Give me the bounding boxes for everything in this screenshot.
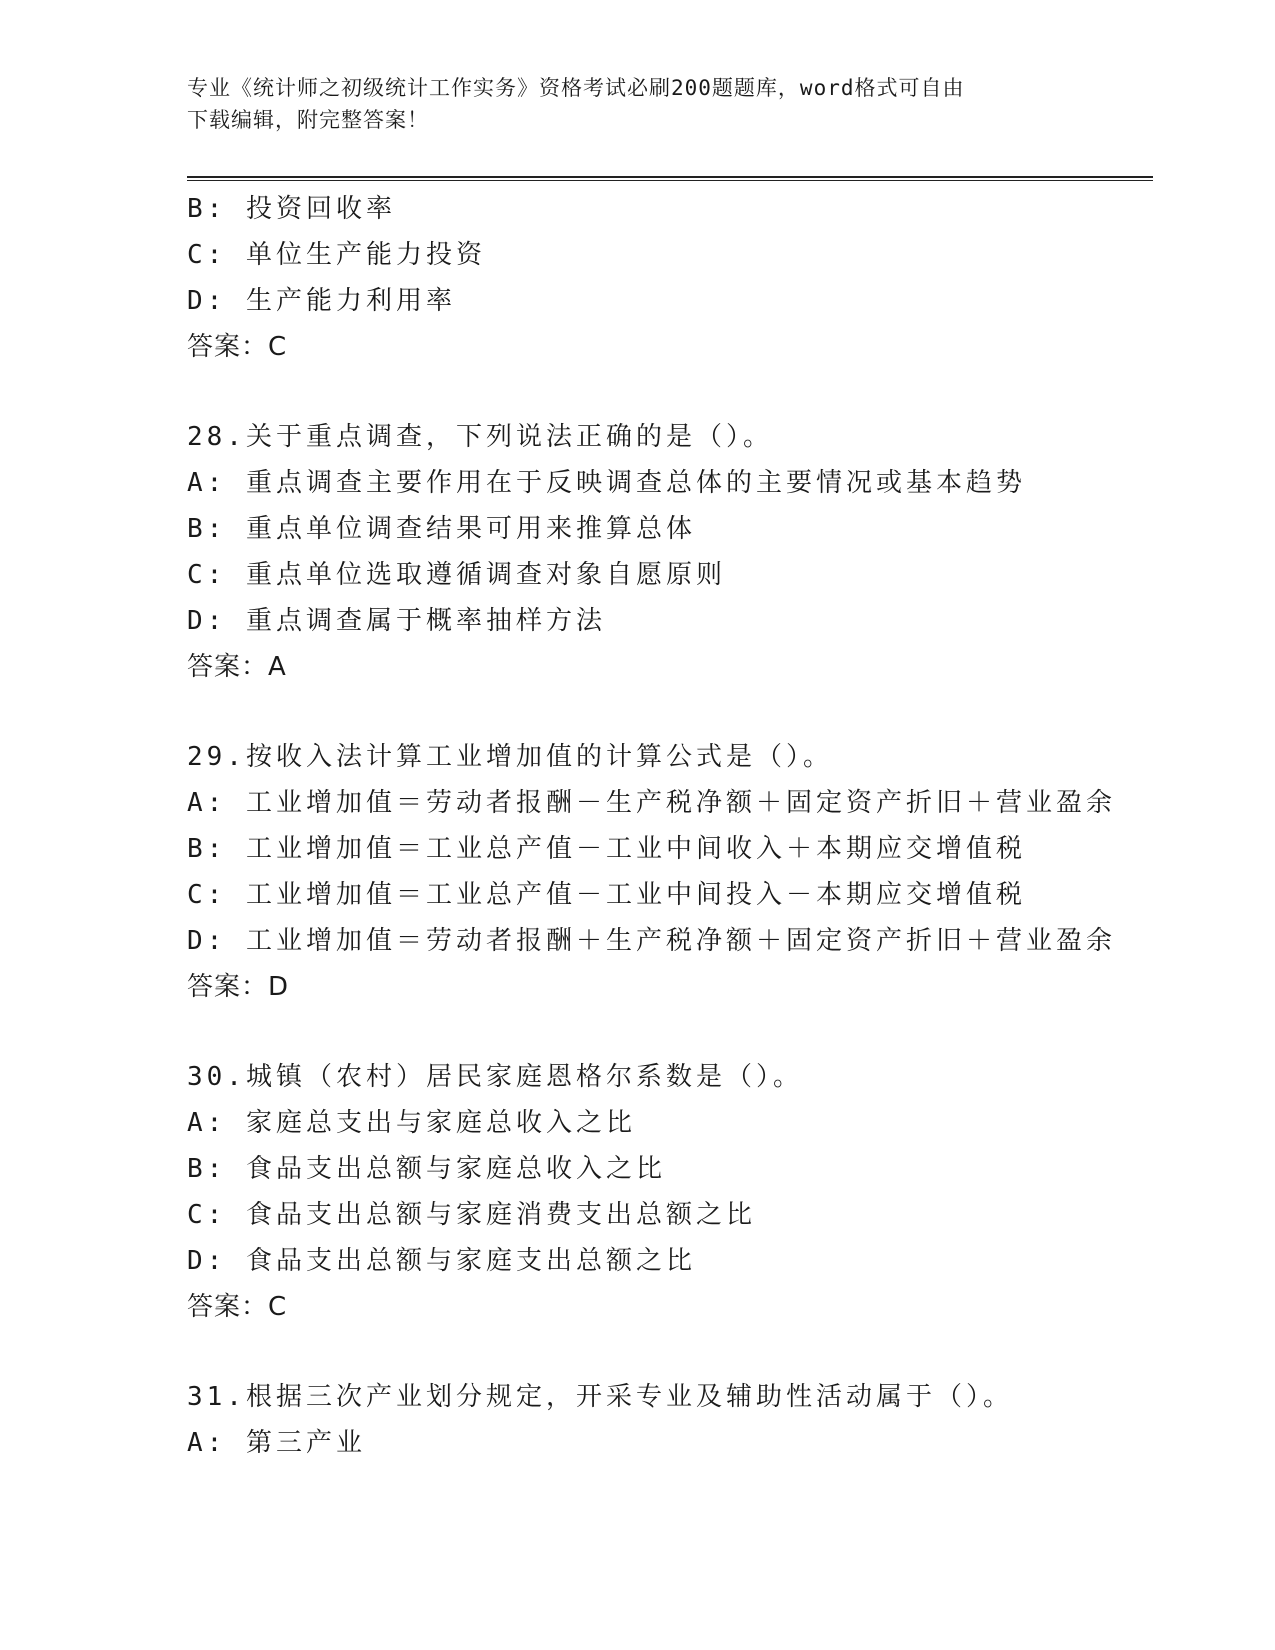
question-27-continued (187, 186, 1187, 370)
option-d: D: 食品支出总额与家庭支出总额之比 (187, 1246, 696, 1276)
header-divider (187, 176, 1153, 181)
answer-line: 答案：D (187, 972, 290, 1002)
option-d: D: 工业增加值＝劳动者报酬＋生产税净额＋固定资产折旧＋营业盈余 (187, 926, 1116, 956)
option-c: C: 单位生产能力投资 (187, 240, 486, 270)
option-b: B: 工业增加值＝工业总产值－工业中间收入＋本期应交增值税 (187, 834, 1026, 864)
option-a: A: 第三产业 (187, 1428, 366, 1458)
question-29 (187, 734, 1187, 1010)
answer-line: 答案：C (187, 332, 288, 362)
option-b: B: 重点单位调查结果可用来推算总体 (187, 514, 696, 544)
question-28 (187, 414, 1187, 690)
option-c: C: 食品支出总额与家庭消费支出总额之比 (187, 1200, 756, 1230)
option-d: D: 生产能力利用率 (187, 286, 456, 316)
option-c: C: 重点单位选取遵循调查对象自愿原则 (187, 560, 726, 590)
question-31 (187, 1374, 1187, 1466)
header-line-1: 专业《统计师之初级统计工作实务》资格考试必刷200题题库，word格式可自由 (187, 76, 965, 100)
option-b: B: 投资回收率 (187, 194, 396, 224)
spacer (187, 1330, 1187, 1374)
question-stem: 31.根据三次产业划分规定，开采专业及辅助性活动属于（）。 (187, 1382, 1013, 1412)
header-line-2: 下载编辑，附完整答案！ (187, 108, 429, 132)
spacer (187, 370, 1187, 414)
spacer (187, 690, 1187, 734)
answer-line: 答案：A (187, 652, 287, 682)
answer-line: 答案：C (187, 1292, 288, 1322)
question-stem: 30.城镇（农村）居民家庭恩格尔系数是（）。 (187, 1062, 803, 1092)
option-a: A: 重点调查主要作用在于反映调查总体的主要情况或基本趋势 (187, 468, 1026, 498)
option-c: C: 工业增加值＝工业总产值－工业中间投入－本期应交增值税 (187, 880, 1026, 910)
option-a: A: 工业增加值＝劳动者报酬－生产税净额＋固定资产折旧＋营业盈余 (187, 788, 1116, 818)
option-a: A: 家庭总支出与家庭总收入之比 (187, 1108, 636, 1138)
question-list (187, 186, 1187, 1466)
document-header (187, 72, 1087, 136)
question-stem: 28.关于重点调查，下列说法正确的是（）。 (187, 422, 773, 452)
question-30 (187, 1054, 1187, 1330)
option-d: D: 重点调查属于概率抽样方法 (187, 606, 606, 636)
question-stem: 29.按收入法计算工业增加值的计算公式是（）。 (187, 742, 833, 772)
option-b: B: 食品支出总额与家庭总收入之比 (187, 1154, 666, 1184)
spacer (187, 1010, 1187, 1054)
